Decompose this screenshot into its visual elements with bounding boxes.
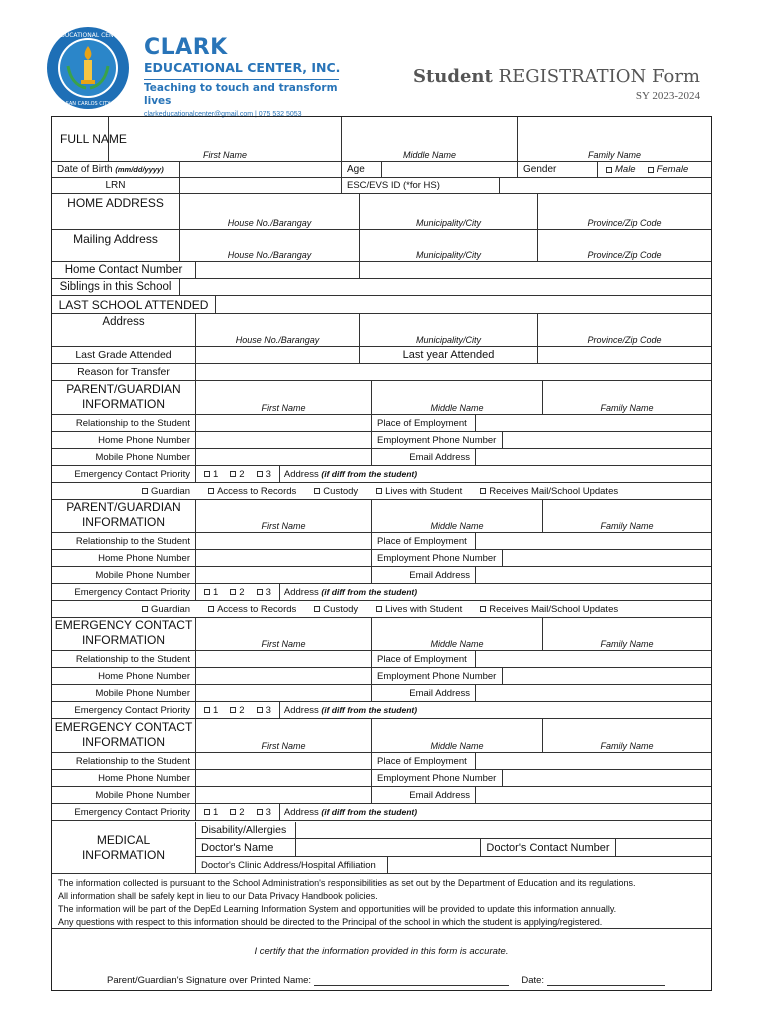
parent2-priority-2-checkbox[interactable]: 2 [230,587,244,598]
parent2-mobile-phone-label: Mobile Phone Number [52,567,196,583]
parent2-place-of-employment-label: Place of Employment [372,533,476,549]
home-address-label: HOME ADDRESS [67,196,164,210]
ls-province-field[interactable]: Province/Zip Code [587,335,662,345]
last-school-row [52,296,711,314]
parent2-relationship-label: Relationship to the Student [52,533,196,549]
parent1-home-phone-field[interactable] [196,432,372,448]
emergency2-place-of-employment-field[interactable] [476,753,711,769]
emergency2-section: EMERGENCY CONTACT INFORMATION First Name Middle Name Family Name Relationship to the Student Place of Employment Home Phone Number Employment Phone Number Mobile Phone Number Email Address Emergency Contact Priority 1 2 3 Address (if diff from the student) [52,719,711,821]
parent2-access-checkbox[interactable]: Access to Records [208,604,296,615]
mailing-address-row [52,230,711,262]
emergency1-email-field[interactable] [476,685,711,701]
parent2-lives-checkbox[interactable]: Lives with Student [376,604,462,615]
emergency2-priority-1-checkbox[interactable]: 1 [204,807,218,818]
parent1-email-label: Email Address [372,449,476,465]
school-contact: clarkeducationalcenter@gmail.com | 075 532 5053 [144,111,302,118]
parent1-priority-1-checkbox[interactable]: 1 [204,469,218,480]
emergency1-family-name-field[interactable]: Family Name [600,639,654,649]
emergency2-home-phone-field[interactable] [196,770,372,786]
parent2-email-label: Email Address [372,567,476,583]
form-title: Student REGISTRATION Form [412,66,700,87]
parent2-priority-label: Emergency Contact Priority [52,584,196,600]
last-year-label: Last year Attended [360,347,538,363]
home-contact-field[interactable] [196,262,360,278]
parent2-address-field[interactable] [417,584,711,601]
form-header [0,0,768,116]
parent1-employment-phone-label: Employment Phone Number [372,432,503,448]
first-name-field[interactable]: First Name [109,117,342,161]
parent2-relationship-field[interactable] [196,533,372,549]
signature-line[interactable] [314,976,509,986]
emergency1-email-label: Email Address [372,685,476,701]
emergency1-priority-label: Emergency Contact Priority [52,702,196,718]
emergency2-priority-2-checkbox[interactable]: 2 [230,807,244,818]
dob-row: Date of Birth (mm/dd/yyyy) Age Gender Male Female [52,162,711,178]
school-logo-block [36,16,356,116]
emergency1-place-of-employment-field[interactable] [476,651,711,667]
parent1-address-label: Address [283,468,319,480]
emergency1-mobile-phone-field[interactable] [196,685,372,701]
registration-form [51,116,712,991]
emergency2-mobile-phone-label: Mobile Phone Number [52,787,196,803]
siblings-label: Siblings in this School [52,279,180,295]
lrn-row [52,178,711,194]
emergency1-priority-1-checkbox[interactable]: 1 [204,705,218,716]
home-house-field[interactable]: House No./Barangay [180,194,360,229]
home-contact-row [52,262,711,279]
emergency2-email-field[interactable] [476,787,711,803]
school-subname: EDUCATIONAL CENTER, INC. [144,60,341,75]
parent2-employment-phone-label: Employment Phone Number [372,550,503,566]
note-2: All information shall be safely kept in lieu to our Data Privacy Handbook policies. [58,891,378,901]
parent2-mobile-phone-field[interactable] [196,567,372,583]
emergency2-place-of-employment-label: Place of Employment [372,753,476,769]
emergency2-employment-phone-field[interactable] [503,770,711,786]
mailing-house-field[interactable]: House No./Barangay [180,230,360,261]
family-name-field[interactable]: Family Name [587,150,641,160]
parent2-middle-name-field[interactable]: Middle Name [372,499,543,532]
emergency2-priority-label: Emergency Contact Priority [52,804,196,820]
parent2-address-label: Address [283,586,319,598]
certification-block [52,929,711,990]
parent2-custody-checkbox[interactable]: Custody [314,604,358,615]
home-province-field[interactable]: Province/Zip Code [587,218,662,228]
parent1-mobile-phone-label: Mobile Phone Number [52,449,196,465]
parent1-family-name-field[interactable]: Family Name [600,403,654,413]
emergency1-title: EMERGENCY CONTACT INFORMATION [54,618,193,647]
reason-label: Reason for Transfer [52,364,196,380]
ls-house-field[interactable]: House No./Barangay [196,314,360,346]
emergency1-priority-2-checkbox[interactable]: 2 [230,705,244,716]
emergency2-address-field[interactable] [417,804,711,821]
parent1-middle-name-field[interactable]: Middle Name [372,381,543,414]
home-municipality-field[interactable]: Municipality/City [360,194,538,229]
certification-statement: I certify that the information provided in this form is accurate. [254,946,509,957]
emergency1-address-field[interactable] [417,702,711,719]
emergency1-home-phone-field[interactable] [196,668,372,684]
emergency1-section: EMERGENCY CONTACT INFORMATION First Name Middle Name Family Name Relationship to the Student Place of Employment Home Phone Number Employment Phone Number Mobile Phone Number Email Address Emergency Contact Priority 1 2 3 Address (if diff from the student) [52,617,711,719]
parent1-place-of-employment-label: Place of Employment [372,415,476,431]
emergency2-family-name-field[interactable]: Family Name [600,741,654,751]
parent2-home-phone-field[interactable] [196,550,372,566]
mailing-municipality-field[interactable]: Municipality/City [360,230,538,261]
emergency2-address-label: Address [283,806,319,818]
mailing-province-field[interactable]: Province/Zip Code [587,250,662,260]
disability-field[interactable] [296,822,711,838]
siblings-field[interactable] [180,279,711,295]
last-year-field[interactable] [538,347,711,363]
seal-top-text: CLARK EDUCATIONAL CENTER, INC. [34,32,142,39]
male-checkbox[interactable]: Male [606,164,636,175]
siblings-row [52,279,711,296]
emergency1-home-phone-label: Home Phone Number [52,668,196,684]
medical-title: MEDICAL INFORMATION [81,832,166,862]
esc-label: ESC/EVS ID (*for HS) [342,178,500,193]
parent1-custody-checkbox[interactable]: Custody [314,486,358,497]
parent2-family-name-field[interactable]: Family Name [600,521,654,531]
parent1-guardian-checkbox[interactable]: Guardian [142,486,190,497]
parent2-first-name-field[interactable]: First Name [196,499,372,532]
privacy-notes [52,874,711,929]
full-name-row [52,117,711,162]
emergency2-employment-phone-label: Employment Phone Number [372,770,503,786]
emergency2-first-name-field[interactable]: First Name [196,719,372,752]
last-grade-row [52,347,711,364]
date-line[interactable] [547,976,665,986]
parent1-title: PARENT/GUARDIAN INFORMATION [66,382,181,411]
dob-field[interactable] [180,162,342,177]
parent1-email-field[interactable] [476,449,711,465]
parent1-priority-label: Emergency Contact Priority [52,466,196,482]
emergency1-address-label: Address [283,704,319,716]
disability-label: Disability/Allergies [196,822,296,838]
female-checkbox[interactable]: Female [648,164,689,175]
age-field[interactable] [382,162,518,177]
brand-text [144,36,356,120]
school-name: CLARK [144,35,228,60]
emergency1-place-of-employment-label: Place of Employment [372,651,476,667]
note-4: Any questions with respect to this information should be directed to the Principal of the school in which the student is applying/registered. [58,917,603,927]
school-year: SY 2023-2024 [635,90,700,102]
emergency2-priority-3-checkbox[interactable]: 3 [257,807,271,818]
note-1: The information collected is pursuant to the School Administration's responsibilities as set out by the Department of Education and its regulations. [58,878,636,888]
parent2-section: PARENT/GUARDIAN INFORMATION First Name Middle Name Family Name Relationship to the Student Place of Employment Home Phone Number Employment Phone Number Mobile Phone Number Email Address Emergency Contact Priority 1 2 3 Address (if diff from the student) Guardian Access to Records Custody Lives with Student Receives Mail/School Updates [52,499,711,618]
full-name-label: FULL NAME [60,131,127,146]
last-grade-field[interactable] [196,347,360,363]
emergency2-mobile-phone-field[interactable] [196,787,372,803]
mailing-address-label: Mailing Address [73,232,158,246]
last-school-address-row [52,314,711,347]
emergency2-email-label: Email Address [372,787,476,803]
parent1-receives-checkbox[interactable]: Receives Mail/School Updates [480,486,618,497]
school-tagline: Teaching to touch and transform lives [144,82,338,107]
parent1-mobile-phone-field[interactable] [196,449,372,465]
emergency2-relationship-label: Relationship to the Student [52,753,196,769]
parent2-priority-1-checkbox[interactable]: 1 [204,587,218,598]
age-label: Age [342,162,382,177]
lrn-field[interactable] [180,178,342,193]
signature-label: Parent/Guardian's Signature over Printed Name: [107,975,312,986]
ls-municipality-field[interactable]: Municipality/City [360,314,538,346]
last-school-field[interactable] [216,296,711,313]
home-address-row [52,194,711,230]
emergency1-employment-phone-label: Employment Phone Number [372,668,503,684]
parent2-email-field[interactable] [476,567,711,583]
doctor-name-field[interactable] [296,839,481,856]
parent2-receives-checkbox[interactable]: Receives Mail/School Updates [480,604,618,615]
emergency1-priority-3-checkbox[interactable]: 3 [257,705,271,716]
gender-label: Gender [518,162,598,177]
reason-field[interactable] [196,364,711,380]
emergency1-relationship-label: Relationship to the Student [52,651,196,667]
parent2-title: PARENT/GUARDIAN INFORMATION [66,500,181,529]
reason-row [52,364,711,381]
last-school-label: LAST SCHOOL ATTENDED [52,296,216,313]
emergency1-middle-name-field[interactable]: Middle Name [372,617,543,650]
emergency2-home-phone-label: Home Phone Number [52,770,196,786]
parent1-place-of-employment-field[interactable] [476,415,711,431]
parent1-home-phone-label: Home Phone Number [52,432,196,448]
emergency1-first-name-field[interactable]: First Name [196,617,372,650]
clinic-label: Doctor's Clinic Address/Hospital Affiliation [196,857,388,874]
dob-label: Date of Birth [57,164,113,175]
parent1-access-checkbox[interactable]: Access to Records [208,486,296,497]
doctor-name-label: Doctor's Name [196,839,296,856]
brand-divider [144,79,339,80]
seal-bottom-text: SAN CARLOS CITY [65,101,111,107]
parent1-first-name-field[interactable]: First Name [196,381,372,414]
parent2-employment-phone-field[interactable] [503,550,711,566]
emergency2-middle-name-field[interactable]: Middle Name [372,719,543,752]
medical-section [52,822,711,874]
emergency2-title: EMERGENCY CONTACT INFORMATION [54,720,193,749]
home-contact-extra[interactable] [360,262,711,278]
date-label: Date: [521,975,545,986]
parent2-home-phone-label: Home Phone Number [52,550,196,566]
lrn-label: LRN [52,178,180,193]
parent1-address-field[interactable] [417,466,711,483]
parent2-place-of-employment-field[interactable] [476,533,711,549]
school-seal-icon [34,26,142,110]
parent1-relationship-label: Relationship to the Student [52,415,196,431]
parent1-lives-checkbox[interactable]: Lives with Student [376,486,462,497]
emergency2-relationship-field[interactable] [196,753,372,769]
last-school-address-label: Address [102,316,145,328]
esc-field[interactable] [500,178,711,193]
parent2-priority-3-checkbox[interactable]: 3 [257,587,271,598]
doctor-contact-field[interactable] [616,839,711,856]
parent1-priority-2-checkbox[interactable]: 2 [230,469,244,480]
parent1-priority-3-checkbox[interactable]: 3 [257,469,271,480]
emergency1-mobile-phone-label: Mobile Phone Number [52,685,196,701]
parent1-relationship-field[interactable] [196,415,372,431]
emergency1-relationship-field[interactable] [196,651,372,667]
home-contact-label: Home Contact Number [52,262,196,278]
note-3: The information will be part of the DepEd Learning Information System and opportunities will be provided to update this information annually. [58,904,617,914]
parent2-guardian-checkbox[interactable]: Guardian [142,604,190,615]
parent1-employment-phone-field[interactable] [503,432,711,448]
last-grade-label: Last Grade Attended [52,347,196,363]
clinic-field[interactable] [388,857,711,874]
middle-name-field[interactable]: Middle Name [342,117,518,161]
doctor-contact-label: Doctor's Contact Number [481,839,616,856]
emergency1-employment-phone-field[interactable] [503,668,711,684]
parent1-section: PARENT/GUARDIAN INFORMATION First Name Middle Name Family Name Relationship to the Student Place of Employment Home Phone Number Employment Phone Number Mobile Phone Number Email Address Emergency Contact Priority 1 2 3 Address (if diff from the student) Guardian Access to Records Custody Lives with Student Receives Mail/School Updates [52,381,711,500]
